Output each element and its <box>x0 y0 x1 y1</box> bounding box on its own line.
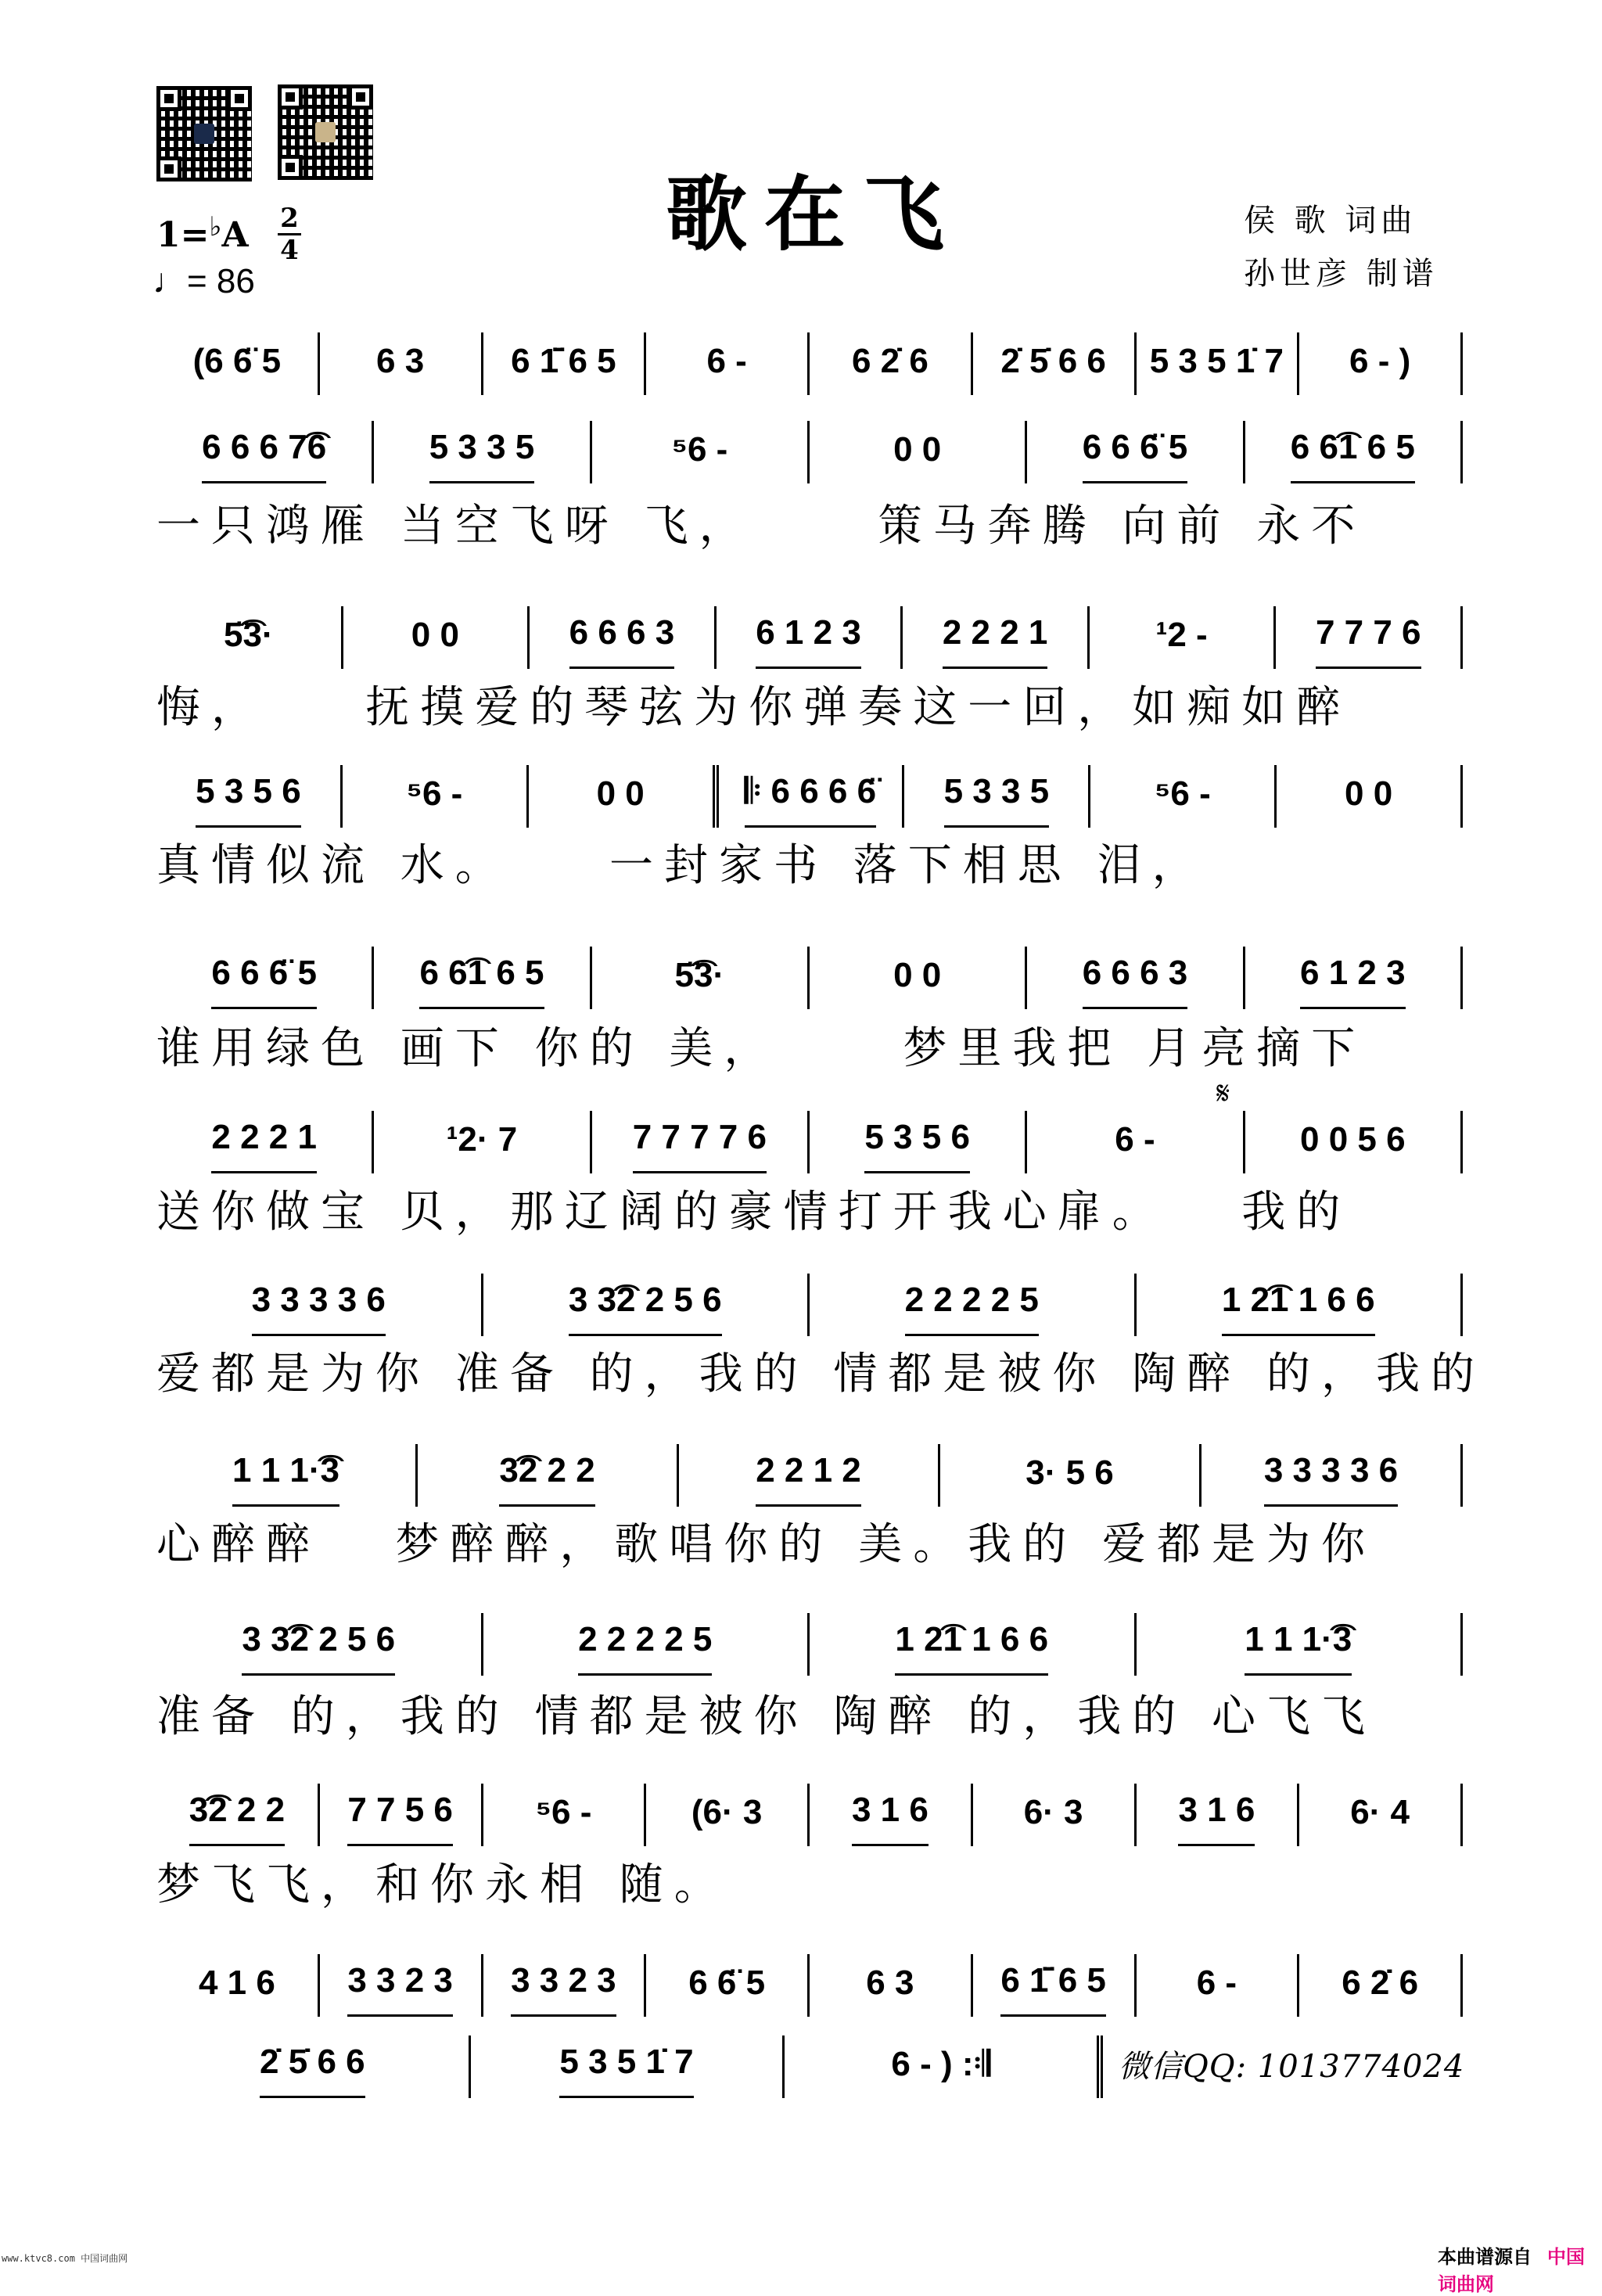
measure <box>483 1613 810 1676</box>
measure <box>156 765 343 828</box>
key-prefix: 1= <box>156 215 210 255</box>
measure <box>156 947 374 1009</box>
measure <box>810 947 1027 1009</box>
measure <box>810 421 1027 483</box>
measures <box>156 1605 1463 1676</box>
notes: 2 2 2 2 5 <box>905 1281 1039 1336</box>
notes: 0 0 <box>411 616 459 654</box>
measure <box>1245 947 1463 1009</box>
notes: (6· 3 <box>691 1793 763 1831</box>
measure <box>320 332 483 395</box>
measure <box>1137 1613 1464 1676</box>
measure <box>1137 1274 1464 1336</box>
measure <box>592 1111 810 1173</box>
measure <box>973 1954 1137 2017</box>
time-signature <box>278 205 301 264</box>
measure <box>1277 765 1463 828</box>
notes: 6 - <box>1115 1120 1155 1159</box>
notes: 2̇ 5̇ 6 6 <box>1000 342 1106 380</box>
notes: 3 1 6 <box>852 1791 929 1846</box>
measure <box>483 332 647 395</box>
staff-1 <box>156 325 1463 395</box>
measures <box>156 1103 1463 1173</box>
notes: 6 1 2 3 <box>756 613 861 669</box>
lyrics-line: 爱都是为你 准备 的，我的 情都是被你 陶醉 的，我的 <box>156 1349 1486 1400</box>
notes: 𝄆 6 6 6 6̈ <box>745 772 876 828</box>
notes: 6 3 <box>376 342 425 380</box>
measure <box>1137 1954 1300 2017</box>
measure <box>156 1444 418 1507</box>
measures <box>156 1776 1463 1846</box>
measure <box>1137 1784 1300 1846</box>
lyrics-line: 谁用绿色 画下 你的 美， 梦里我把 月亮摘下 <box>156 1023 1367 1074</box>
measure <box>1090 606 1277 669</box>
measure <box>483 1954 647 2017</box>
measures <box>156 1946 1463 2017</box>
notes: 3 3͡2 2 5 6 <box>242 1620 395 1676</box>
notes: 6 6 6̈ 5 <box>211 954 317 1009</box>
time-sig-bottom: 4 <box>280 235 299 266</box>
notes: 2 2 1 2 <box>756 1451 861 1507</box>
time-sig-top: 2 <box>280 203 299 234</box>
measure <box>810 1954 973 2017</box>
notes: 3 3 3 3 6 <box>1264 1451 1398 1507</box>
staff-6 <box>156 1103 1463 1173</box>
measures <box>156 1436 1463 1507</box>
measure <box>940 1444 1202 1507</box>
measure <box>1027 1111 1245 1173</box>
measure <box>592 421 810 483</box>
notes: 6· 3 <box>1023 1793 1083 1831</box>
measure <box>156 332 320 395</box>
measures <box>156 939 1463 1009</box>
measure <box>1027 947 1245 1009</box>
measure <box>1137 332 1300 395</box>
measure <box>679 1444 940 1507</box>
transcriber-credit: 孙世彦 制谱 <box>1244 256 1439 292</box>
source-label: 本曲谱源自 <box>1438 2246 1532 2268</box>
measure <box>156 421 374 483</box>
notes: 2̇ 5̇ 6 6 <box>260 2043 365 2098</box>
measure <box>374 421 591 483</box>
notes: 3͡2 2 2 <box>499 1451 594 1507</box>
staff-9 <box>156 1605 1463 1676</box>
staff-2 <box>156 413 1463 483</box>
notes: 1 2͡1 1 6 6 <box>1222 1281 1375 1336</box>
notes: ¹2· 7 <box>446 1120 518 1159</box>
measure <box>156 1784 320 1846</box>
footer-watermark: www.ktvc8.com 中国词曲网 <box>2 2253 128 2264</box>
notes: 3 3 2 3 <box>511 1961 616 2017</box>
measure <box>529 765 719 828</box>
measure <box>810 332 973 395</box>
flat-icon: ♭ <box>209 211 222 243</box>
notes: ⁵6 - <box>406 774 463 813</box>
notes: 5 3 5 1̇ 7 <box>559 2043 693 2098</box>
lyrics-line: 一只鸿雁 当空飞呀 飞， 策马奔腾 向前 永不 <box>156 501 1367 552</box>
notes: 6 1 2 3 <box>1300 954 1406 1009</box>
notes: 3· 5 6 <box>1025 1453 1114 1492</box>
notes: 5 3 3 5 <box>429 428 535 483</box>
measure <box>646 332 810 395</box>
notes: 0 0 <box>893 956 942 994</box>
measure <box>904 765 1090 828</box>
notes: 5̈͡3· <box>674 956 725 994</box>
measure <box>156 1954 320 2017</box>
measure <box>530 606 717 669</box>
notes: 6 - ) <box>1349 342 1411 380</box>
measure <box>1276 606 1463 669</box>
notes: 6 2̇ 6 <box>1342 1964 1419 2002</box>
measure <box>810 1784 973 1846</box>
notes: 7 7 7 6 <box>1316 613 1421 669</box>
staff-12 <box>156 2028 1103 2098</box>
key-signature <box>156 211 249 255</box>
staff-3 <box>156 598 1463 669</box>
notes: 6 3 <box>866 1964 914 2002</box>
measure <box>320 1784 483 1846</box>
lyrics-line: 心醉醉 梦醉醉，歌唱你的 美。我的 爱都是为你 <box>156 1519 1377 1570</box>
notes: 6 - ) :𝄇 <box>891 2045 990 2083</box>
measure <box>156 1613 483 1676</box>
measures <box>156 325 1463 395</box>
notes: 2 2 2 2 5 <box>578 1620 712 1676</box>
notes: 6 - <box>706 342 747 380</box>
measure <box>418 1444 679 1507</box>
notes: 3 3͡2 2 5 6 <box>569 1281 722 1336</box>
notes: 1 1 1·͡3 <box>232 1451 339 1507</box>
measure <box>156 1274 483 1336</box>
measure <box>903 606 1090 669</box>
measure <box>483 1784 647 1846</box>
lyrics-line: 准备 的，我的 情都是被你 陶醉 的，我的 心飞飞 <box>156 1691 1377 1742</box>
staff-11 <box>156 1946 1463 2017</box>
measure <box>810 1111 1027 1173</box>
notes: 2 2 2 1 <box>943 613 1048 669</box>
measure <box>1090 765 1277 828</box>
notes: ⁵6 - <box>535 1793 592 1831</box>
measure <box>343 606 530 669</box>
notes: 7 7 5 6 <box>347 1791 453 1846</box>
notes: 6 2̇ 6 <box>851 342 929 380</box>
tempo-marking <box>153 262 255 301</box>
staff-5 <box>156 939 1463 1009</box>
notes: ¹2 - <box>1155 616 1208 654</box>
measure <box>1299 1954 1463 2017</box>
measures <box>156 598 1463 669</box>
staff-10 <box>156 1776 1463 1846</box>
lyrics-line: 真情似流 水。 一封家书 落下相思 泪， <box>156 840 1207 891</box>
measure <box>1299 1784 1463 1846</box>
measure <box>1245 421 1463 483</box>
notes: 5̈͡3· <box>223 616 274 654</box>
measure <box>156 1111 374 1173</box>
measure <box>973 332 1137 395</box>
measure <box>1202 1444 1463 1507</box>
source-brand: 中国词曲网 <box>1438 2246 1585 2295</box>
qr-code-2 <box>278 84 373 180</box>
notes: 6 6 6 7͡6 <box>202 428 326 483</box>
lyrics-line: 送你做宝 贝，那辽阔的豪情打开我心扉。 我的 <box>156 1187 1352 1238</box>
measure <box>1245 1111 1463 1173</box>
staff-7 <box>156 1266 1463 1336</box>
notes: 6 6 6 3 <box>569 613 675 669</box>
notes: 5 3 5 6 <box>196 772 301 828</box>
lyricist-composer-credit: 侯 歌 词曲 <box>1244 203 1417 239</box>
notes: 6 6͡1 6 5 <box>419 954 544 1009</box>
notes: 1 1 1·͡3 <box>1245 1620 1352 1676</box>
measures <box>156 413 1463 483</box>
lyrics-line: 悔， 抚摸爱的琴弦为你弹奏这一回，如痴如醉 <box>156 682 1352 733</box>
notes: 6 6͡1 6 5 <box>1291 428 1415 483</box>
measure <box>156 2035 471 2098</box>
measure <box>719 765 905 828</box>
song-title: 歌在飞 <box>665 166 961 262</box>
qr-code-1 <box>156 86 252 181</box>
measure <box>483 1274 810 1336</box>
segno-icon: 𝄋 <box>1216 1076 1230 1112</box>
measure <box>646 1784 810 1846</box>
measures <box>156 1266 1463 1336</box>
notes: ⁵6 - <box>1154 774 1211 813</box>
measure <box>810 1613 1137 1676</box>
footer-source <box>1438 2241 1602 2296</box>
notes: 5 3 3 5 <box>944 772 1050 828</box>
notes: 6· 4 <box>1350 1793 1410 1831</box>
contact-wechat-qq: 微信QQ: 1013774024 <box>1119 2049 1465 2085</box>
notes: 0 0 <box>596 774 645 813</box>
measure <box>471 2035 785 2098</box>
notes: 2 2 2 1 <box>211 1118 317 1173</box>
measure <box>810 1274 1137 1336</box>
measure <box>156 606 343 669</box>
quarter-note-icon: ♩ <box>153 262 187 300</box>
measure <box>343 765 529 828</box>
notes: 3 1 6 <box>1178 1791 1255 1846</box>
notes: 3͡2 2 2 <box>189 1791 285 1846</box>
key-note: A <box>221 215 249 255</box>
measure <box>374 947 591 1009</box>
notes: 0 0 5 6 <box>1300 1120 1406 1159</box>
tempo-value: = 86 <box>187 262 255 300</box>
measure <box>320 1954 483 2017</box>
notes: 3 3 3 3 6 <box>252 1281 386 1336</box>
lyrics-line: 梦飞飞，和你永相 随。 <box>156 1859 729 1910</box>
notes: 6 6 6 3 <box>1083 954 1188 1009</box>
measure <box>592 947 810 1009</box>
measure <box>973 1784 1137 1846</box>
notes: 6 6̈ 5 <box>688 1964 766 2002</box>
notes: 5 3 5 1̇ 7 <box>1149 342 1284 380</box>
measure <box>1299 332 1463 395</box>
notes: 7 7 7 7 6 <box>633 1118 767 1173</box>
measure <box>1027 421 1245 483</box>
notes: 4 1 6 <box>198 1964 275 2002</box>
notes: 0 0 <box>893 430 942 469</box>
notes: (6 6̈ 5 <box>192 342 282 380</box>
staff-4 <box>156 757 1463 828</box>
measure <box>374 1111 591 1173</box>
staff-8 <box>156 1436 1463 1507</box>
notes: 6 1̇̈ 6 5 <box>1000 1961 1106 2017</box>
measure <box>785 2035 1103 2098</box>
notes: 1 2͡1 1 6 6 <box>895 1620 1048 1676</box>
notes: ⁵6 - <box>671 430 728 469</box>
measures <box>156 757 1463 828</box>
notes: 5 3 5 6 <box>864 1118 970 1173</box>
notes: 6 6 6̈ 5 <box>1083 428 1188 483</box>
notes: 6 - <box>1196 1964 1237 2002</box>
measure <box>717 606 903 669</box>
notes: 3 3 2 3 <box>347 1961 453 2017</box>
measures <box>156 2028 1103 2098</box>
notes: 6 1̇̈ 6 5 <box>511 342 616 380</box>
measure <box>646 1954 810 2017</box>
notes: 0 0 <box>1345 774 1393 813</box>
